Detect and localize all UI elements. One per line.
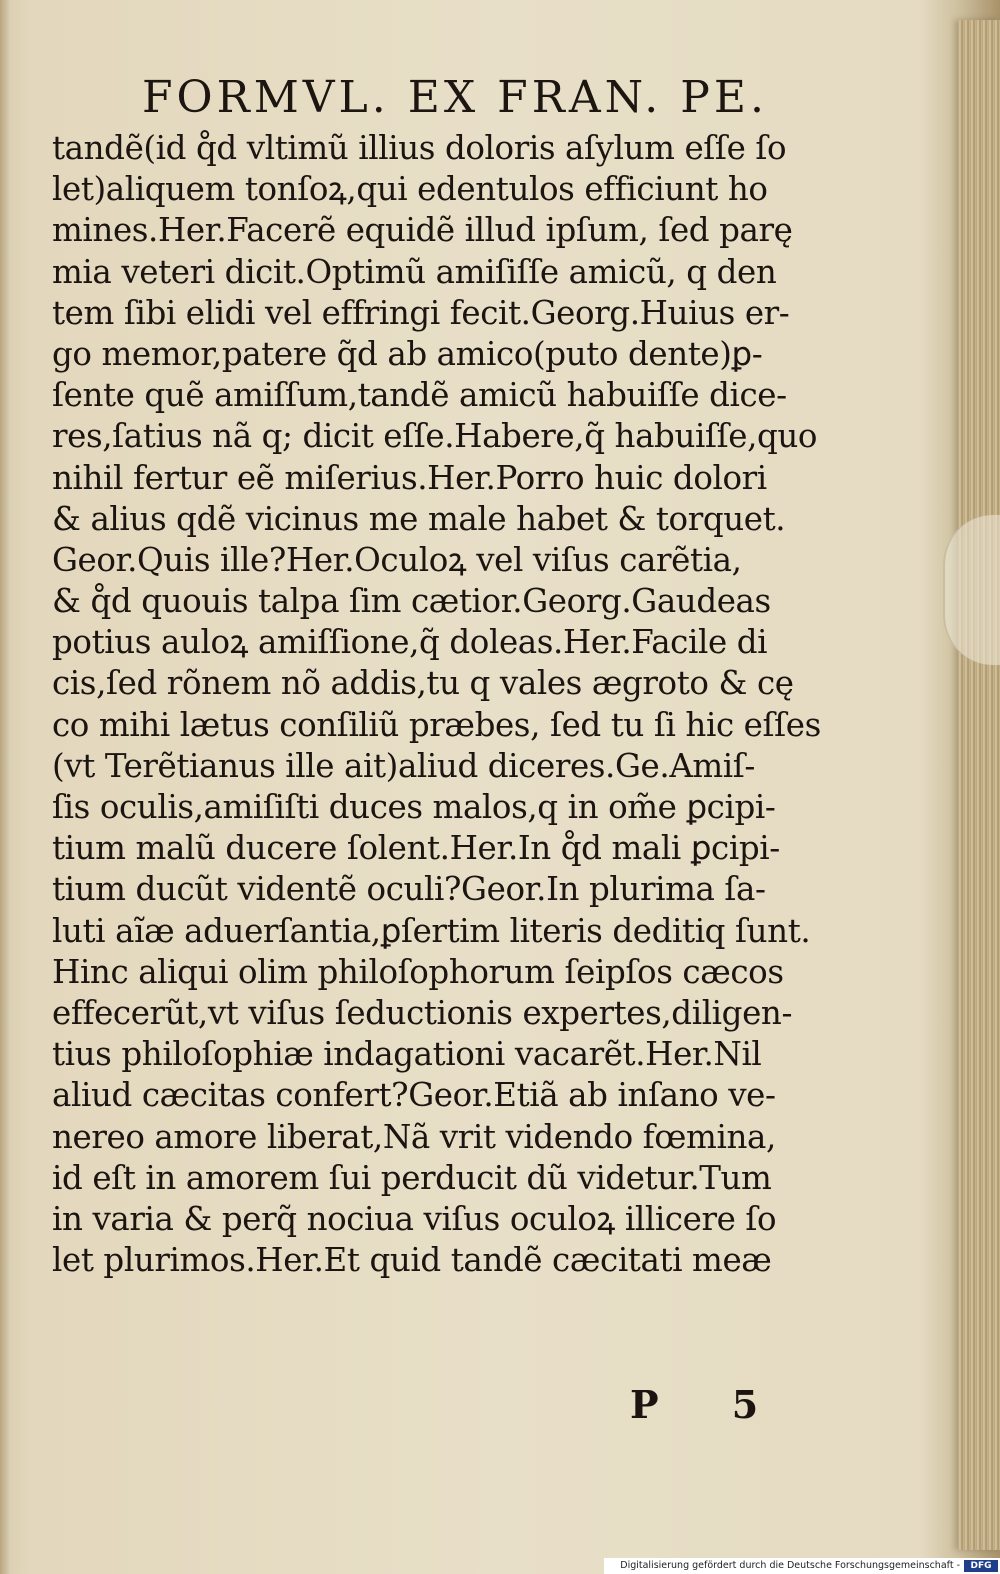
text-line: res,ſatius nã q; dicit eſſe.Habere,q̃ habuiſſe,quo	[52, 417, 818, 456]
text-line: mines.Her.Facerẽ equidẽ illud ipſum, ſed parę	[52, 211, 793, 250]
text-line: let)aliquem tonſoꝝ,qui edentulos efficiunt ho	[52, 170, 768, 209]
text-line: nihil fertur eẽ miſerius.Her.Porro huic dolori	[52, 458, 767, 497]
text-block	[52, 128, 858, 1281]
text-line: mia veteri dicit.Optimũ amiſiſſe amicũ, q den	[52, 252, 777, 291]
text-line: tandẽ(id q̊d vltimũ illius doloris aſylum eſſe ſo	[52, 129, 787, 167]
digitization-credit	[604, 1558, 1000, 1574]
page-tab-mark	[943, 515, 1000, 665]
page-edges	[958, 20, 1000, 1550]
text-line: co mihi lætus conſiliũ præbes, ſed tu ſi hic eſſes	[52, 705, 821, 744]
text-line: let plurimos.Her.Et quid tandẽ cæcitati meæ	[52, 1241, 772, 1280]
text-line: cis,ſed rõnem nõ addis,tu q vales ægroto & cę	[52, 664, 794, 703]
text-line: ſente quẽ amiſſum,tandẽ amicũ habuiſſe dice-	[52, 376, 787, 415]
text-line: effecerũt,vt viſus ſeductionis expertes,diligen-	[52, 993, 793, 1032]
text-line: tium ducũt videntẽ oculi?Geor.In plurima ſa-	[52, 870, 766, 909]
credit-text: Digitalisierung gefördert durch die Deutsche Forschungsgemeinschaft -	[620, 1560, 960, 1571]
text-line: Geor.Quis ille?Her.Oculoꝝ vel viſus carẽtia,	[52, 540, 742, 579]
text-line: luti aĩæ aduerſantia,ꝑſertim literis deditiq ſunt.	[52, 911, 811, 950]
text-line: tius philoſophiæ indagationi vacarẽt.Her.Nil	[52, 1035, 762, 1074]
text-line: potius auloꝝ amiſſione,q̃ doleas.Her.Facile di	[52, 623, 768, 662]
signature-mark: P 5	[630, 1382, 789, 1427]
text-line: & alius qdẽ vicinus me male habet & torquet.	[52, 499, 786, 538]
text-line: go memor,patere q̃d ab amico(puto dente)ꝑ-	[52, 334, 763, 373]
text-line: in varia & perq̃ nociua viſus oculoꝝ illicere ſo	[52, 1199, 777, 1238]
text-line: ſis oculis,amiſiſti duces malos,q in om̃e ꝑcipi-	[52, 788, 776, 826]
text-line: tem ſibi elidi vel effringi fecit.Georg.Huius er-	[52, 293, 790, 332]
text-line: (vt Terẽtianus ille ait)aliud diceres.Ge.Amiſ-	[52, 746, 756, 785]
dfg-logo: DFG	[964, 1560, 998, 1572]
gutter-shadow	[0, 0, 10, 1574]
running-head: FORMVL. EX FRAN. PE.	[142, 72, 768, 123]
text-line: & q̊d quouis talpa ſim cætior.Georg.Gaudeas	[52, 582, 771, 621]
text-line: tium malũ ducere ſolent.Her.In q̊d mali ꝑcipi-	[52, 829, 780, 868]
text-line: aliud cæcitas confert?Geor.Etiã ab inſano ve-	[52, 1076, 776, 1115]
text-line: nereo amore liberat,Nã vrit videndo fœmina,	[52, 1117, 776, 1156]
text-line: id eſt in amorem ſui perducit dũ videtur.Tum	[52, 1158, 772, 1197]
text-line: Hinc aliqui olim philoſophorum ſeipſos cæcos	[52, 952, 784, 991]
